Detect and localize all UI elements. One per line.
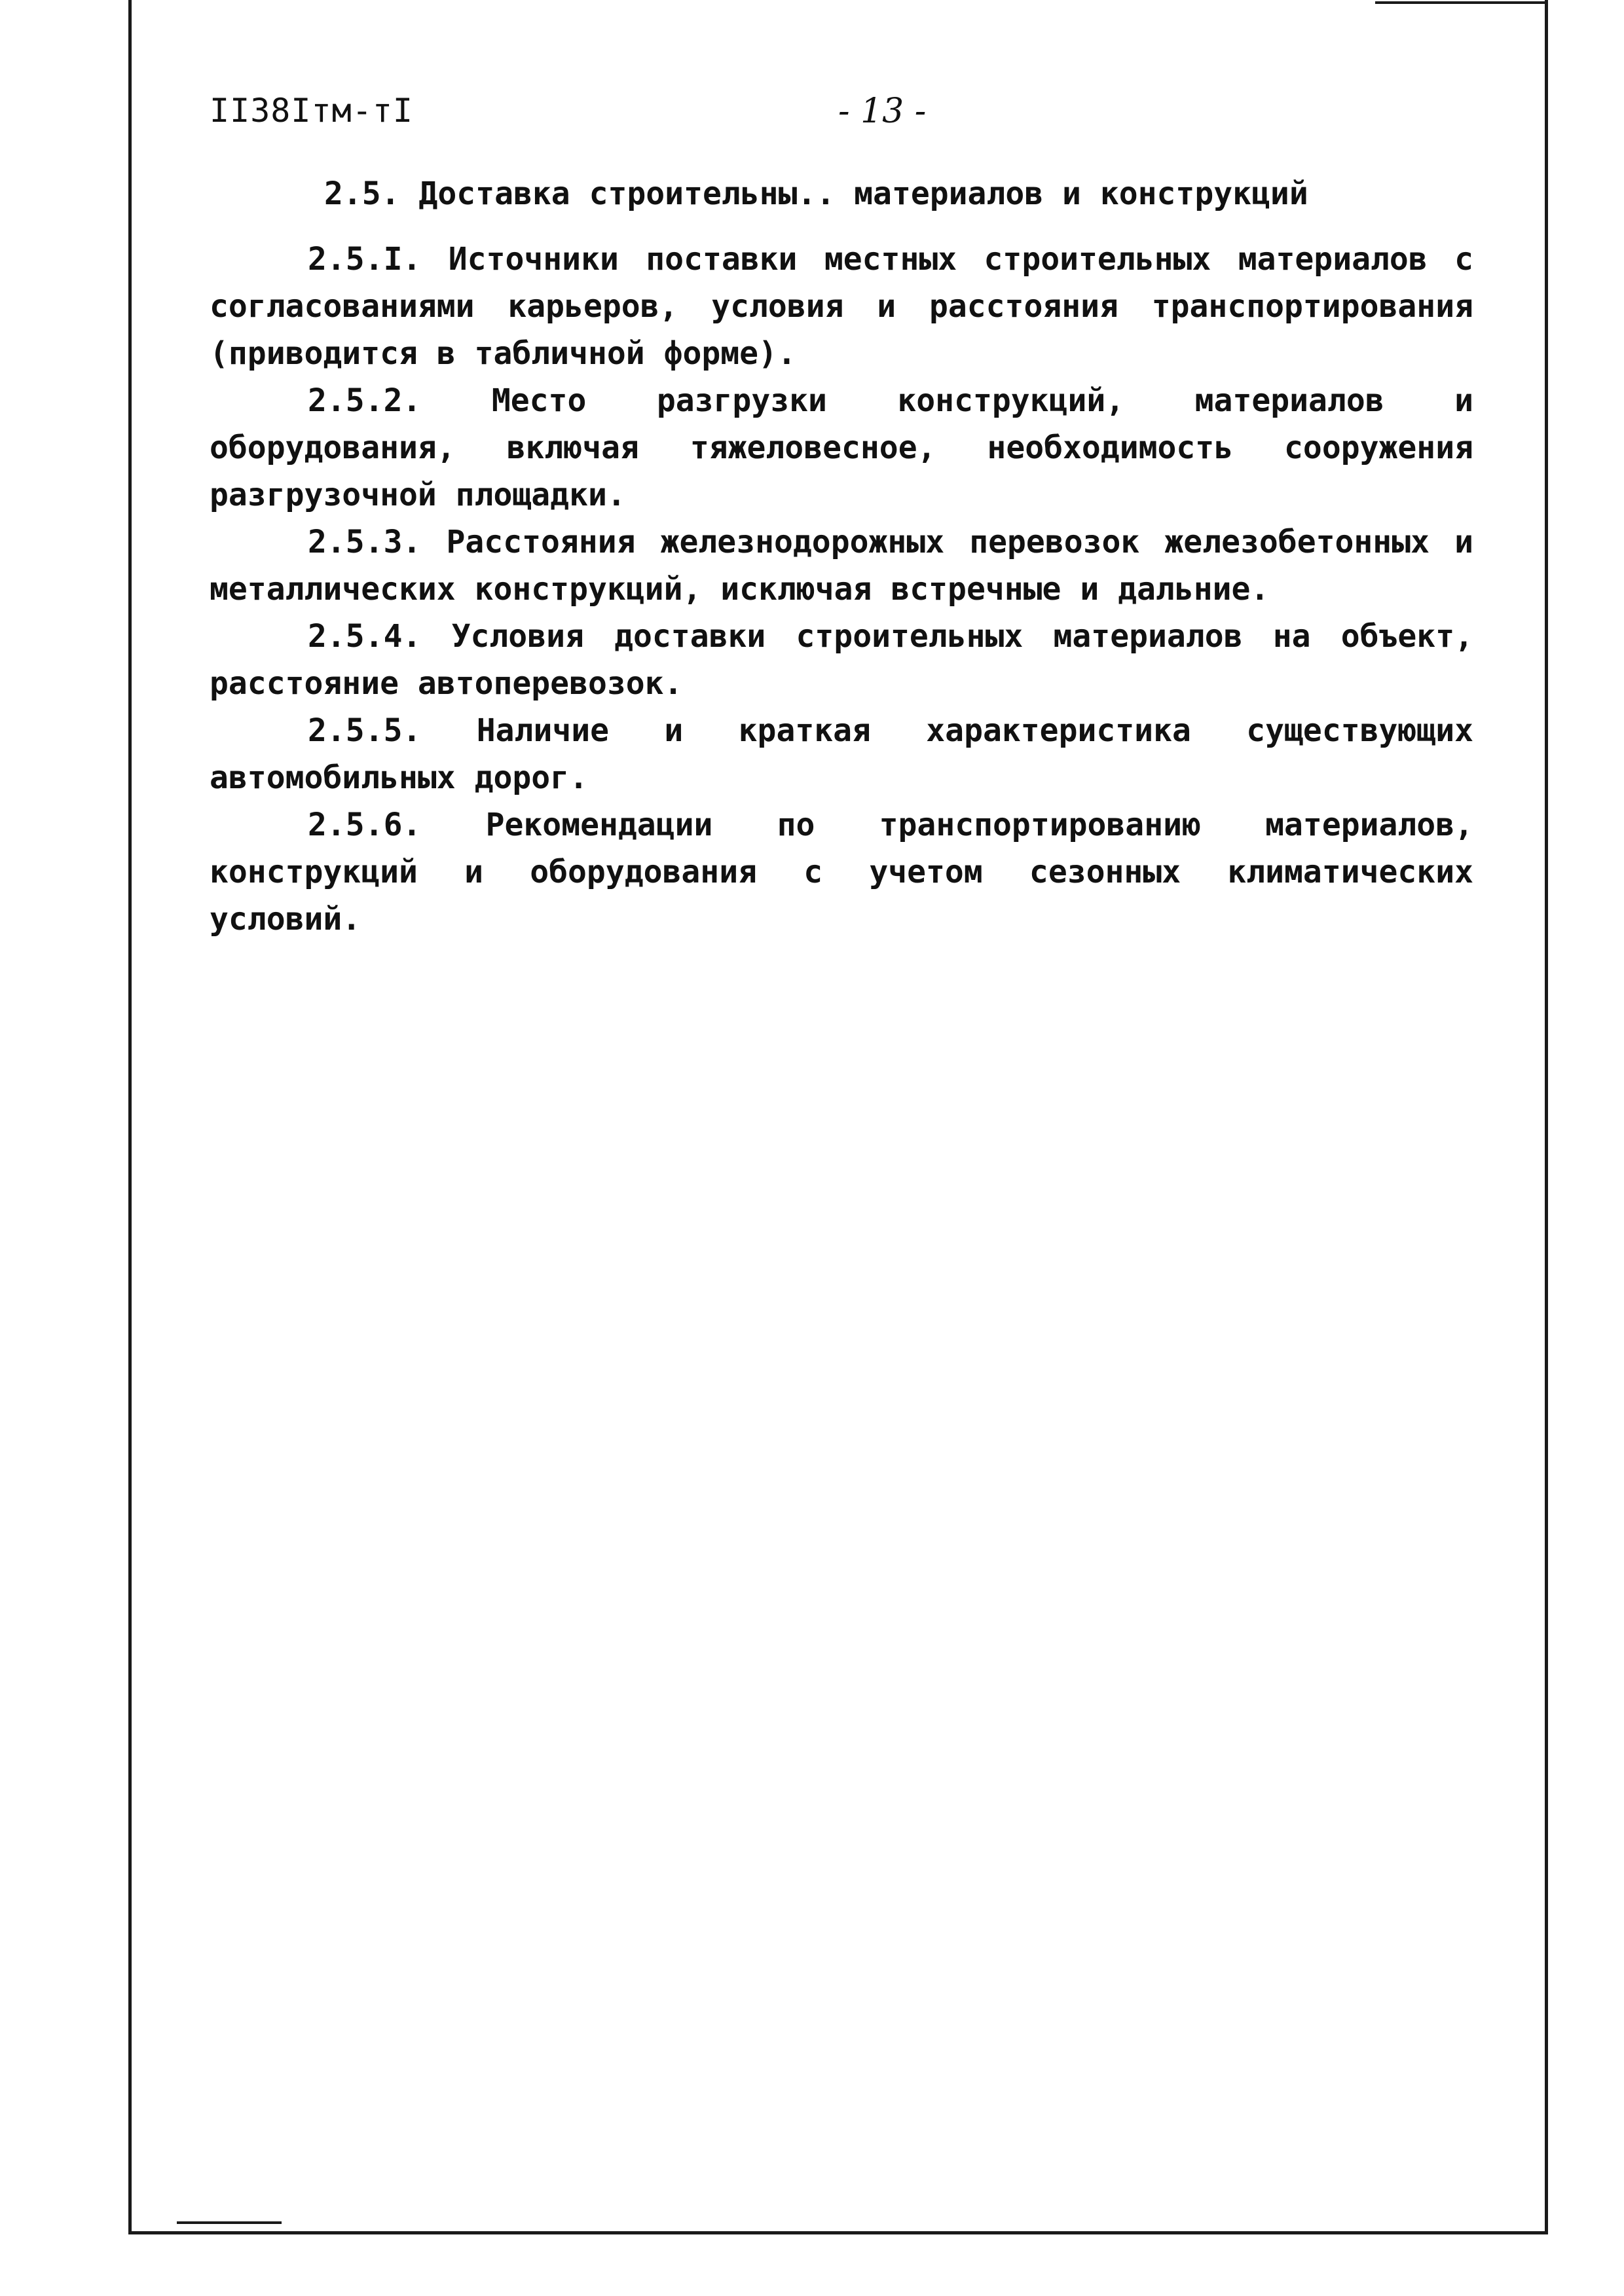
paragraph-2-5-5: 2.5.5. Наличие и краткая характеристика существующих автомобильных дорог. (210, 712, 1473, 796)
top-border-line (1375, 1, 1548, 4)
document-code: II38Iтм-тI (210, 92, 414, 130)
section-body (210, 236, 1473, 943)
page-number: - 13 - (838, 92, 927, 131)
paragraph-2-5-2: 2.5.2. Место разгрузки конструкций, материалов и оборудования, включая тяжеловесное, необходимость сооружения разгрузочной площадки. (210, 382, 1473, 513)
paragraph-2-5-1: 2.5.I. Источники поставки местных строительных материалов с согласованиями карьеров, условия и расстояния транспортирования (приводится в табличной форме). (210, 241, 1473, 372)
section-heading: 2.5. Доставка строительны.. материалов и конструкций (324, 175, 1308, 212)
paragraph-2-5-4: 2.5.4. Условия доставки строительных материалов на объект, расстояние автоперевозок. (210, 618, 1473, 702)
paragraph-2-5-3: 2.5.3. Расстояния железнодорожных перевозок железобетонных и металлических конструкций, исключая встречные и дальние. (210, 524, 1473, 608)
paragraph-2-5-6: 2.5.6. Рекомендации по транспортированию материалов, конструкций и оборудования с учетом сезонных климатических условий. (210, 807, 1473, 938)
bottom-border-line (177, 2221, 282, 2224)
